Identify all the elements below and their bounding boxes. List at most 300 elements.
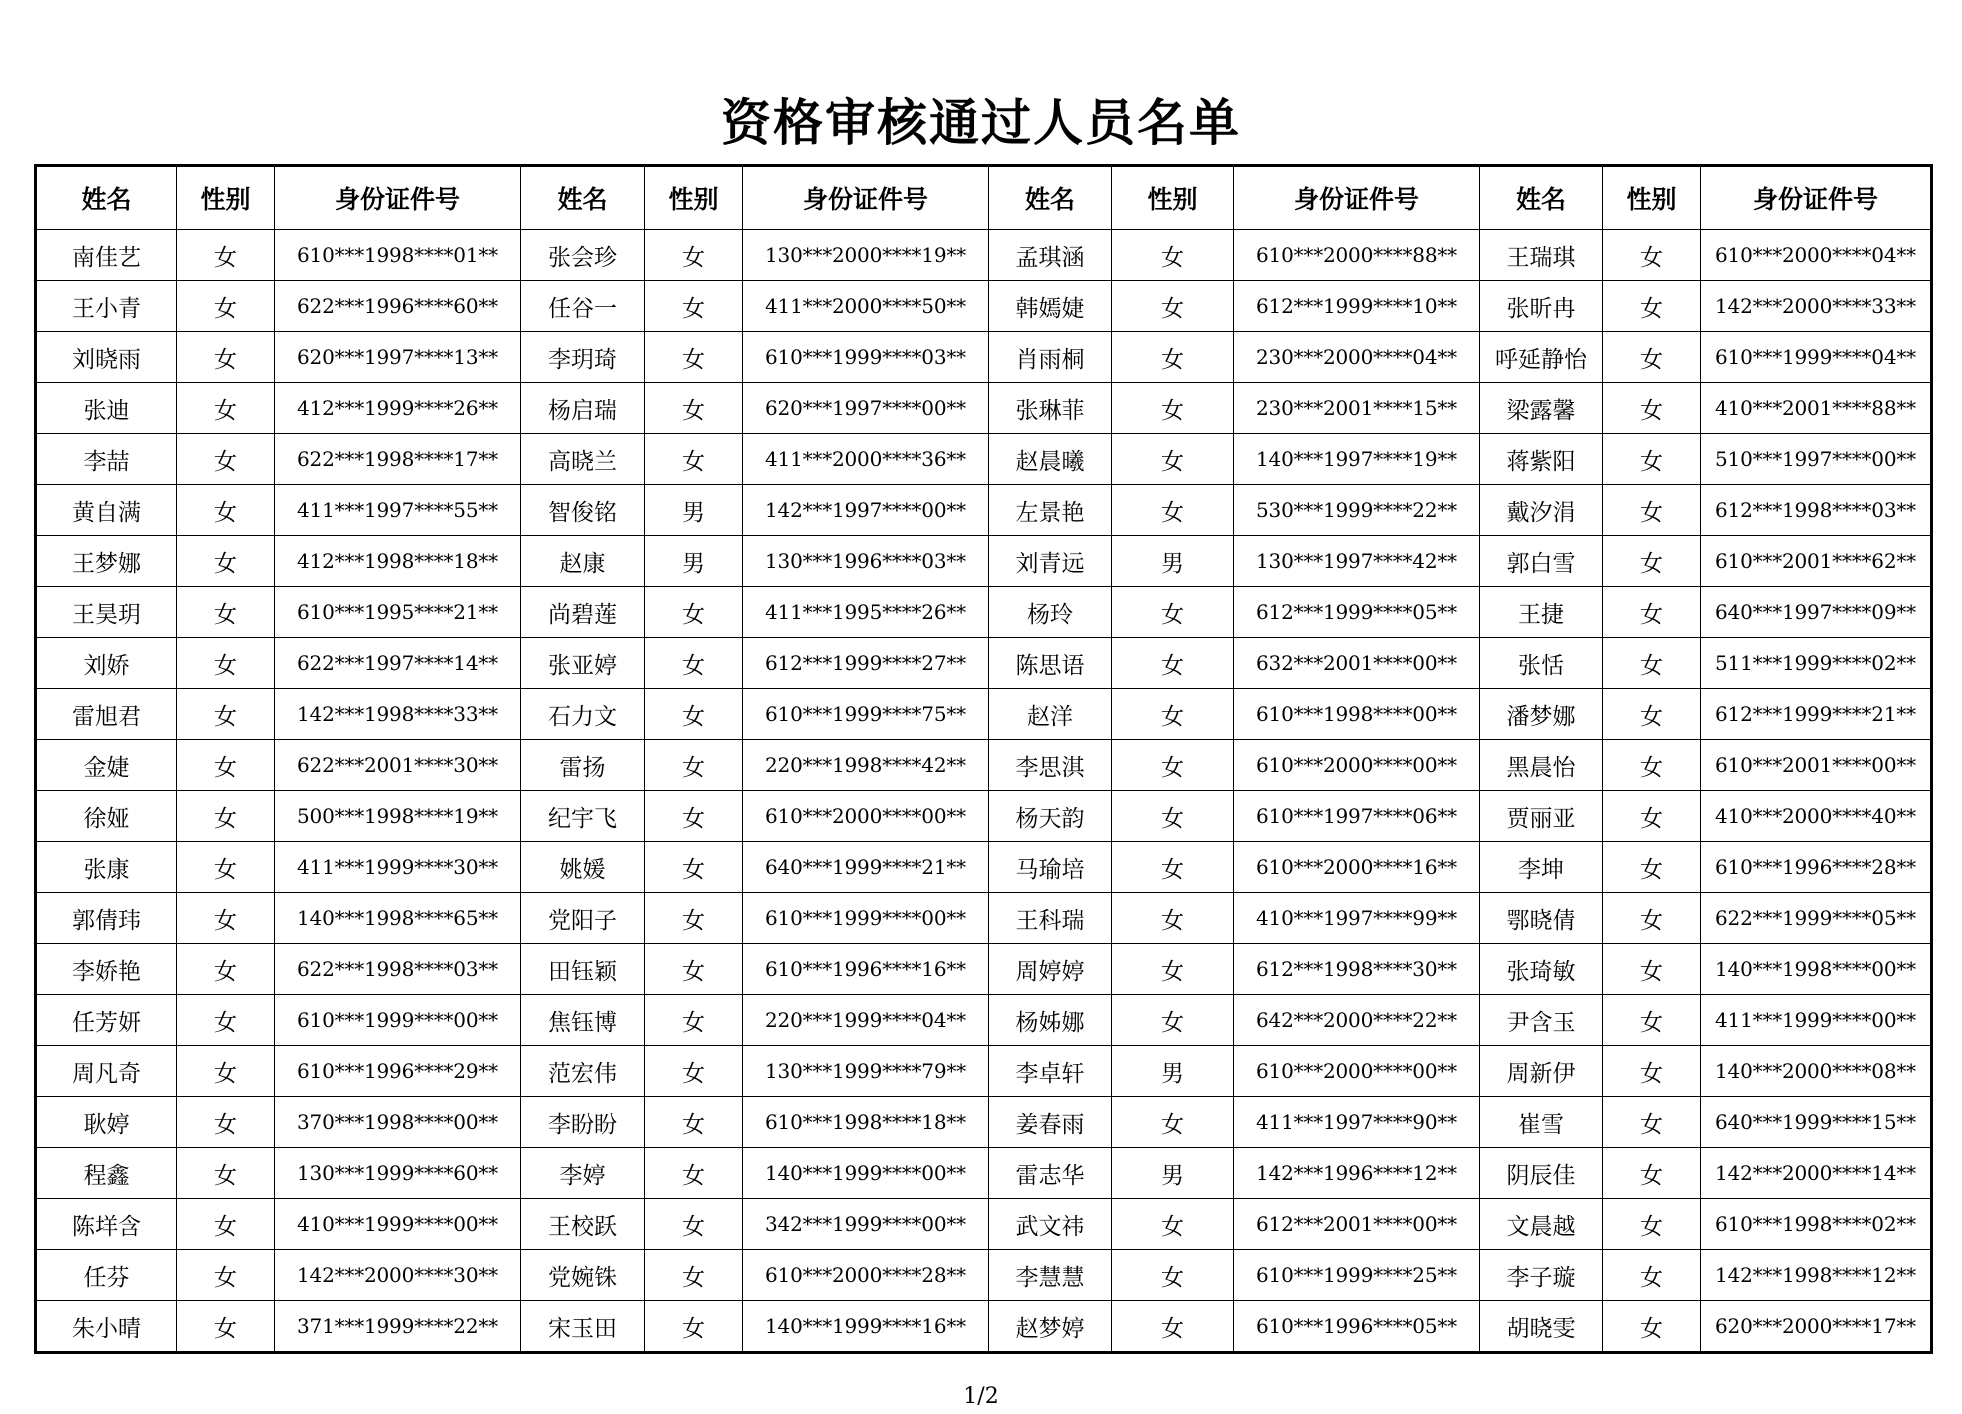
gender-cell: 女 [1112, 638, 1234, 689]
gender-cell: 女 [177, 1148, 275, 1199]
id-number-cell: 142***1998****33** [275, 689, 521, 740]
table-row [36, 689, 1932, 740]
id-number-cell: 530***1999****22** [1234, 485, 1480, 536]
name-cell: 李坤 [1480, 842, 1603, 893]
gender-cell: 女 [1603, 740, 1701, 791]
id-number-cell: 640***1999****15** [1701, 1097, 1932, 1148]
gender-cell: 女 [1603, 842, 1701, 893]
gender-cell: 女 [1603, 332, 1701, 383]
id-number-header: 身份证件号 [743, 166, 989, 230]
gender-cell: 女 [1603, 638, 1701, 689]
name-cell: 刘晓雨 [36, 332, 177, 383]
name-header: 姓名 [36, 166, 177, 230]
id-number-cell: 610***2001****62** [1701, 536, 1932, 587]
name-cell: 李婷 [521, 1148, 645, 1199]
gender-cell: 女 [1112, 332, 1234, 383]
name-cell: 李卓轩 [989, 1046, 1112, 1097]
name-cell: 陈思语 [989, 638, 1112, 689]
name-cell: 蒋紫阳 [1480, 434, 1603, 485]
id-number-cell: 610***2000****88** [1234, 230, 1480, 281]
id-number-cell: 610***1999****75** [743, 689, 989, 740]
name-cell: 左景艳 [989, 485, 1112, 536]
gender-cell: 女 [1112, 230, 1234, 281]
id-number-cell: 640***1999****21** [743, 842, 989, 893]
name-cell: 陈垟含 [36, 1199, 177, 1250]
gender-cell: 女 [1112, 1250, 1234, 1301]
table-row [36, 434, 1932, 485]
id-number-cell: 371***1999****22** [275, 1301, 521, 1353]
name-cell: 金婕 [36, 740, 177, 791]
id-number-cell: 622***1996****60** [275, 281, 521, 332]
id-number-cell: 610***2000****28** [743, 1250, 989, 1301]
header-row [36, 166, 1932, 230]
id-number-cell: 140***1999****16** [743, 1301, 989, 1353]
gender-cell: 女 [1112, 995, 1234, 1046]
id-number-cell: 612***1998****03** [1701, 485, 1932, 536]
id-number-cell: 622***1999****05** [1701, 893, 1932, 944]
name-cell: 潘梦娜 [1480, 689, 1603, 740]
name-cell: 纪宇飞 [521, 791, 645, 842]
name-cell: 赵晨曦 [989, 434, 1112, 485]
id-number-cell: 220***1998****42** [743, 740, 989, 791]
name-cell: 李娇艳 [36, 944, 177, 995]
id-number-cell: 610***1999****04** [1701, 332, 1932, 383]
gender-header: 性别 [1603, 166, 1701, 230]
name-cell: 赵康 [521, 536, 645, 587]
id-number-cell: 500***1998****19** [275, 791, 521, 842]
table-row [36, 1097, 1932, 1148]
id-number-cell: 140***1997****19** [1234, 434, 1480, 485]
gender-cell: 女 [1112, 281, 1234, 332]
gender-cell: 男 [645, 485, 743, 536]
name-cell: 周凡奇 [36, 1046, 177, 1097]
table-row [36, 1301, 1932, 1353]
id-number-cell: 230***2001****15** [1234, 383, 1480, 434]
id-number-cell: 612***1999****27** [743, 638, 989, 689]
id-number-cell: 140***1998****00** [1701, 944, 1932, 995]
table-row [36, 485, 1932, 536]
name-cell: 张亚婷 [521, 638, 645, 689]
id-number-cell: 632***2001****00** [1234, 638, 1480, 689]
id-number-cell: 610***1999****00** [743, 893, 989, 944]
gender-cell: 女 [177, 1301, 275, 1353]
name-cell: 朱小晴 [36, 1301, 177, 1353]
id-number-cell: 622***2001****30** [275, 740, 521, 791]
id-number-cell: 610***1996****16** [743, 944, 989, 995]
id-number-cell: 411***1999****30** [275, 842, 521, 893]
name-cell: 杨姊娜 [989, 995, 1112, 1046]
gender-cell: 女 [1112, 791, 1234, 842]
id-number-cell: 410***2001****88** [1701, 383, 1932, 434]
id-number-cell: 130***2000****19** [743, 230, 989, 281]
gender-cell: 女 [177, 1097, 275, 1148]
id-number-cell: 130***1999****60** [275, 1148, 521, 1199]
name-cell: 梁露馨 [1480, 383, 1603, 434]
gender-cell: 女 [177, 1250, 275, 1301]
id-number-cell: 610***1996****29** [275, 1046, 521, 1097]
gender-cell: 女 [1112, 485, 1234, 536]
name-cell: 张恬 [1480, 638, 1603, 689]
name-cell: 高晓兰 [521, 434, 645, 485]
name-cell: 赵洋 [989, 689, 1112, 740]
name-cell: 石力文 [521, 689, 645, 740]
table-row [36, 842, 1932, 893]
gender-cell: 女 [1112, 383, 1234, 434]
roster-body [36, 230, 1932, 1353]
gender-cell: 女 [645, 281, 743, 332]
gender-cell: 女 [1603, 1301, 1701, 1353]
id-number-cell: 610***1999****00** [275, 995, 521, 1046]
id-number-cell: 610***2001****00** [1701, 740, 1932, 791]
id-number-cell: 610***1998****02** [1701, 1199, 1932, 1250]
name-cell: 张琦敏 [1480, 944, 1603, 995]
gender-cell: 女 [177, 587, 275, 638]
gender-cell: 女 [177, 281, 275, 332]
id-number-cell: 610***2000****04** [1701, 230, 1932, 281]
table-row [36, 791, 1932, 842]
id-number-cell: 610***1998****18** [743, 1097, 989, 1148]
name-cell: 耿婷 [36, 1097, 177, 1148]
name-cell: 孟琪涵 [989, 230, 1112, 281]
gender-header: 性别 [645, 166, 743, 230]
id-number-cell: 411***2000****50** [743, 281, 989, 332]
gender-cell: 女 [645, 1097, 743, 1148]
id-number-cell: 610***2000****16** [1234, 842, 1480, 893]
gender-cell: 女 [645, 1301, 743, 1353]
gender-cell: 女 [645, 434, 743, 485]
id-number-cell: 142***1998****12** [1701, 1250, 1932, 1301]
table-row [36, 638, 1932, 689]
name-cell: 鄂晓倩 [1480, 893, 1603, 944]
gender-cell: 女 [1112, 1199, 1234, 1250]
id-number-cell: 142***2000****30** [275, 1250, 521, 1301]
table-row [36, 1148, 1932, 1199]
table-row [36, 332, 1932, 383]
name-cell: 李盼盼 [521, 1097, 645, 1148]
name-cell: 韩嫣婕 [989, 281, 1112, 332]
gender-cell: 女 [177, 842, 275, 893]
name-cell: 程鑫 [36, 1148, 177, 1199]
page-number: 1/2 [963, 1384, 999, 1409]
gender-header: 性别 [177, 166, 275, 230]
gender-cell: 女 [645, 944, 743, 995]
gender-cell: 女 [1112, 740, 1234, 791]
id-number-cell: 610***1998****00** [1234, 689, 1480, 740]
table-row [36, 536, 1932, 587]
id-number-cell: 612***2001****00** [1234, 1199, 1480, 1250]
name-cell: 任谷一 [521, 281, 645, 332]
name-cell: 姜春雨 [989, 1097, 1112, 1148]
gender-cell: 女 [1603, 1250, 1701, 1301]
name-cell: 刘青远 [989, 536, 1112, 587]
id-number-cell: 142***2000****33** [1701, 281, 1932, 332]
gender-cell: 女 [1603, 230, 1701, 281]
id-number-cell: 610***1996****05** [1234, 1301, 1480, 1353]
page-title: 资格审核通过人员名单 [721, 94, 1241, 152]
table-row [36, 1046, 1932, 1097]
name-cell: 郭白雪 [1480, 536, 1603, 587]
gender-cell: 女 [1112, 689, 1234, 740]
table-row [36, 230, 1932, 281]
id-number-cell: 620***1997****13** [275, 332, 521, 383]
name-cell: 焦钰博 [521, 995, 645, 1046]
name-cell: 任芳妍 [36, 995, 177, 1046]
id-number-cell: 130***1999****79** [743, 1046, 989, 1097]
name-cell: 田钰颖 [521, 944, 645, 995]
gender-cell: 男 [1112, 1046, 1234, 1097]
id-number-cell: 220***1999****04** [743, 995, 989, 1046]
id-number-cell: 130***1997****42** [1234, 536, 1480, 587]
id-number-cell: 612***1999****05** [1234, 587, 1480, 638]
name-cell: 贾丽亚 [1480, 791, 1603, 842]
name-cell: 郭倩玮 [36, 893, 177, 944]
name-cell: 雷旭君 [36, 689, 177, 740]
table-row [36, 944, 1932, 995]
id-number-cell: 640***1997****09** [1701, 587, 1932, 638]
gender-cell: 女 [1603, 1046, 1701, 1097]
id-number-header: 身份证件号 [275, 166, 521, 230]
name-header: 姓名 [521, 166, 645, 230]
table-row [36, 995, 1932, 1046]
gender-cell: 男 [1112, 536, 1234, 587]
name-cell: 王校跃 [521, 1199, 645, 1250]
id-number-cell: 411***2000****36** [743, 434, 989, 485]
id-number-cell: 620***2000****17** [1701, 1301, 1932, 1353]
gender-cell: 男 [1112, 1148, 1234, 1199]
gender-cell: 女 [1603, 434, 1701, 485]
id-number-cell: 140***1998****65** [275, 893, 521, 944]
id-number-cell: 142***2000****14** [1701, 1148, 1932, 1199]
gender-cell: 女 [645, 689, 743, 740]
gender-cell: 女 [1603, 944, 1701, 995]
gender-cell: 女 [1603, 536, 1701, 587]
name-header: 姓名 [1480, 166, 1603, 230]
gender-cell: 女 [645, 230, 743, 281]
id-number-cell: 612***1998****30** [1234, 944, 1480, 995]
gender-header: 性别 [1112, 166, 1234, 230]
name-cell: 尚碧莲 [521, 587, 645, 638]
roster-table [34, 164, 1933, 1354]
table-row [36, 1250, 1932, 1301]
id-number-cell: 411***1997****90** [1234, 1097, 1480, 1148]
gender-cell: 女 [177, 332, 275, 383]
id-number-cell: 610***2000****00** [743, 791, 989, 842]
gender-cell: 女 [645, 893, 743, 944]
gender-cell: 女 [1603, 383, 1701, 434]
id-number-cell: 411***1997****55** [275, 485, 521, 536]
name-cell: 南佳艺 [36, 230, 177, 281]
table-row [36, 740, 1932, 791]
gender-cell: 女 [177, 791, 275, 842]
table-row [36, 587, 1932, 638]
name-cell: 赵梦婷 [989, 1301, 1112, 1353]
id-number-cell: 142***1997****00** [743, 485, 989, 536]
id-number-cell: 411***1999****00** [1701, 995, 1932, 1046]
name-header: 姓名 [989, 166, 1112, 230]
gender-cell: 女 [1112, 434, 1234, 485]
name-cell: 呼延静怡 [1480, 332, 1603, 383]
gender-cell: 女 [1112, 842, 1234, 893]
gender-cell: 女 [1603, 1148, 1701, 1199]
name-cell: 党阳子 [521, 893, 645, 944]
gender-cell: 女 [1112, 1301, 1234, 1353]
id-number-cell: 511***1999****02** [1701, 638, 1932, 689]
gender-cell: 女 [177, 383, 275, 434]
name-cell: 李慧慧 [989, 1250, 1112, 1301]
name-cell: 王瑞琪 [1480, 230, 1603, 281]
id-number-cell: 130***1996****03** [743, 536, 989, 587]
id-number-cell: 622***1998****03** [275, 944, 521, 995]
name-cell: 王梦娜 [36, 536, 177, 587]
name-cell: 王小青 [36, 281, 177, 332]
table-row [36, 1199, 1932, 1250]
name-cell: 阴辰佳 [1480, 1148, 1603, 1199]
id-number-cell: 411***1995****26** [743, 587, 989, 638]
gender-cell: 女 [1603, 893, 1701, 944]
name-cell: 黑晨怡 [1480, 740, 1603, 791]
gender-cell: 女 [645, 842, 743, 893]
name-cell: 周婷婷 [989, 944, 1112, 995]
id-number-cell: 142***1996****12** [1234, 1148, 1480, 1199]
gender-cell: 女 [645, 740, 743, 791]
name-cell: 杨天韵 [989, 791, 1112, 842]
name-cell: 李子璇 [1480, 1250, 1603, 1301]
name-cell: 雷扬 [521, 740, 645, 791]
id-number-cell: 410***1997****99** [1234, 893, 1480, 944]
id-number-cell: 412***1998****18** [275, 536, 521, 587]
name-cell: 尹含玉 [1480, 995, 1603, 1046]
id-number-header: 身份证件号 [1234, 166, 1480, 230]
gender-cell: 女 [177, 638, 275, 689]
gender-cell: 女 [645, 791, 743, 842]
id-number-cell: 230***2000****04** [1234, 332, 1480, 383]
name-cell: 戴汐涓 [1480, 485, 1603, 536]
id-number-cell: 610***1996****28** [1701, 842, 1932, 893]
gender-cell: 女 [645, 332, 743, 383]
gender-cell: 女 [177, 1199, 275, 1250]
gender-cell: 女 [177, 434, 275, 485]
id-number-cell: 140***1999****00** [743, 1148, 989, 1199]
name-cell: 李玥琦 [521, 332, 645, 383]
gender-cell: 女 [1112, 944, 1234, 995]
name-cell: 李喆 [36, 434, 177, 485]
id-number-cell: 140***2000****08** [1701, 1046, 1932, 1097]
gender-cell: 女 [177, 944, 275, 995]
gender-cell: 女 [645, 638, 743, 689]
id-number-cell: 412***1999****26** [275, 383, 521, 434]
gender-cell: 女 [1603, 281, 1701, 332]
name-cell: 范宏伟 [521, 1046, 645, 1097]
id-number-cell: 370***1998****00** [275, 1097, 521, 1148]
name-cell: 姚媛 [521, 842, 645, 893]
name-cell: 肖雨桐 [989, 332, 1112, 383]
name-cell: 刘娇 [36, 638, 177, 689]
gender-cell: 女 [177, 995, 275, 1046]
gender-cell: 女 [177, 230, 275, 281]
gender-cell: 女 [645, 1148, 743, 1199]
gender-cell: 女 [1603, 995, 1701, 1046]
id-number-cell: 620***1997****00** [743, 383, 989, 434]
name-cell: 王捷 [1480, 587, 1603, 638]
name-cell: 雷志华 [989, 1148, 1112, 1199]
gender-cell: 女 [1603, 689, 1701, 740]
id-number-cell: 510***1997****00** [1701, 434, 1932, 485]
id-number-cell: 410***2000****40** [1701, 791, 1932, 842]
id-number-cell: 610***1997****06** [1234, 791, 1480, 842]
name-cell: 任芬 [36, 1250, 177, 1301]
gender-cell: 女 [645, 1250, 743, 1301]
name-cell: 王科瑞 [989, 893, 1112, 944]
name-cell: 胡晓雯 [1480, 1301, 1603, 1353]
name-cell: 武文祎 [989, 1199, 1112, 1250]
gender-cell: 女 [645, 383, 743, 434]
name-cell: 黄自满 [36, 485, 177, 536]
name-cell: 张会珍 [521, 230, 645, 281]
name-cell: 张琳菲 [989, 383, 1112, 434]
gender-cell: 女 [1112, 893, 1234, 944]
id-number-cell: 642***2000****22** [1234, 995, 1480, 1046]
name-cell: 周新伊 [1480, 1046, 1603, 1097]
id-number-cell: 610***1995****21** [275, 587, 521, 638]
gender-cell: 女 [177, 893, 275, 944]
table-row [36, 281, 1932, 332]
gender-cell: 女 [177, 740, 275, 791]
gender-cell: 女 [1112, 1097, 1234, 1148]
id-number-cell: 610***1999****03** [743, 332, 989, 383]
id-number-cell: 622***1997****14** [275, 638, 521, 689]
gender-cell: 女 [177, 1046, 275, 1097]
name-cell: 智俊铭 [521, 485, 645, 536]
name-cell: 马瑜培 [989, 842, 1112, 893]
name-cell: 宋玉田 [521, 1301, 645, 1353]
id-number-cell: 610***2000****00** [1234, 740, 1480, 791]
name-cell: 张康 [36, 842, 177, 893]
id-number-header: 身份证件号 [1701, 166, 1932, 230]
table-row [36, 893, 1932, 944]
name-cell: 杨玲 [989, 587, 1112, 638]
id-number-cell: 410***1999****00** [275, 1199, 521, 1250]
gender-cell: 女 [1603, 587, 1701, 638]
gender-cell: 女 [1112, 587, 1234, 638]
id-number-cell: 612***1999****10** [1234, 281, 1480, 332]
name-cell: 李思淇 [989, 740, 1112, 791]
gender-cell: 女 [645, 1199, 743, 1250]
gender-cell: 女 [177, 536, 275, 587]
name-cell: 杨启瑞 [521, 383, 645, 434]
gender-cell: 女 [1603, 485, 1701, 536]
gender-cell: 女 [645, 995, 743, 1046]
gender-cell: 女 [1603, 1097, 1701, 1148]
table-row [36, 383, 1932, 434]
gender-cell: 女 [177, 689, 275, 740]
gender-cell: 男 [645, 536, 743, 587]
name-cell: 崔雪 [1480, 1097, 1603, 1148]
name-cell: 王昊玥 [36, 587, 177, 638]
name-cell: 张迪 [36, 383, 177, 434]
gender-cell: 女 [645, 587, 743, 638]
name-cell: 张昕冉 [1480, 281, 1603, 332]
id-number-cell: 622***1998****17** [275, 434, 521, 485]
gender-cell: 女 [1603, 1199, 1701, 1250]
name-cell: 徐娅 [36, 791, 177, 842]
id-number-cell: 342***1999****00** [743, 1199, 989, 1250]
gender-cell: 女 [645, 1046, 743, 1097]
id-number-cell: 610***1999****25** [1234, 1250, 1480, 1301]
id-number-cell: 612***1999****21** [1701, 689, 1932, 740]
name-cell: 党婉铢 [521, 1250, 645, 1301]
gender-cell: 女 [1603, 791, 1701, 842]
id-number-cell: 610***2000****00** [1234, 1046, 1480, 1097]
